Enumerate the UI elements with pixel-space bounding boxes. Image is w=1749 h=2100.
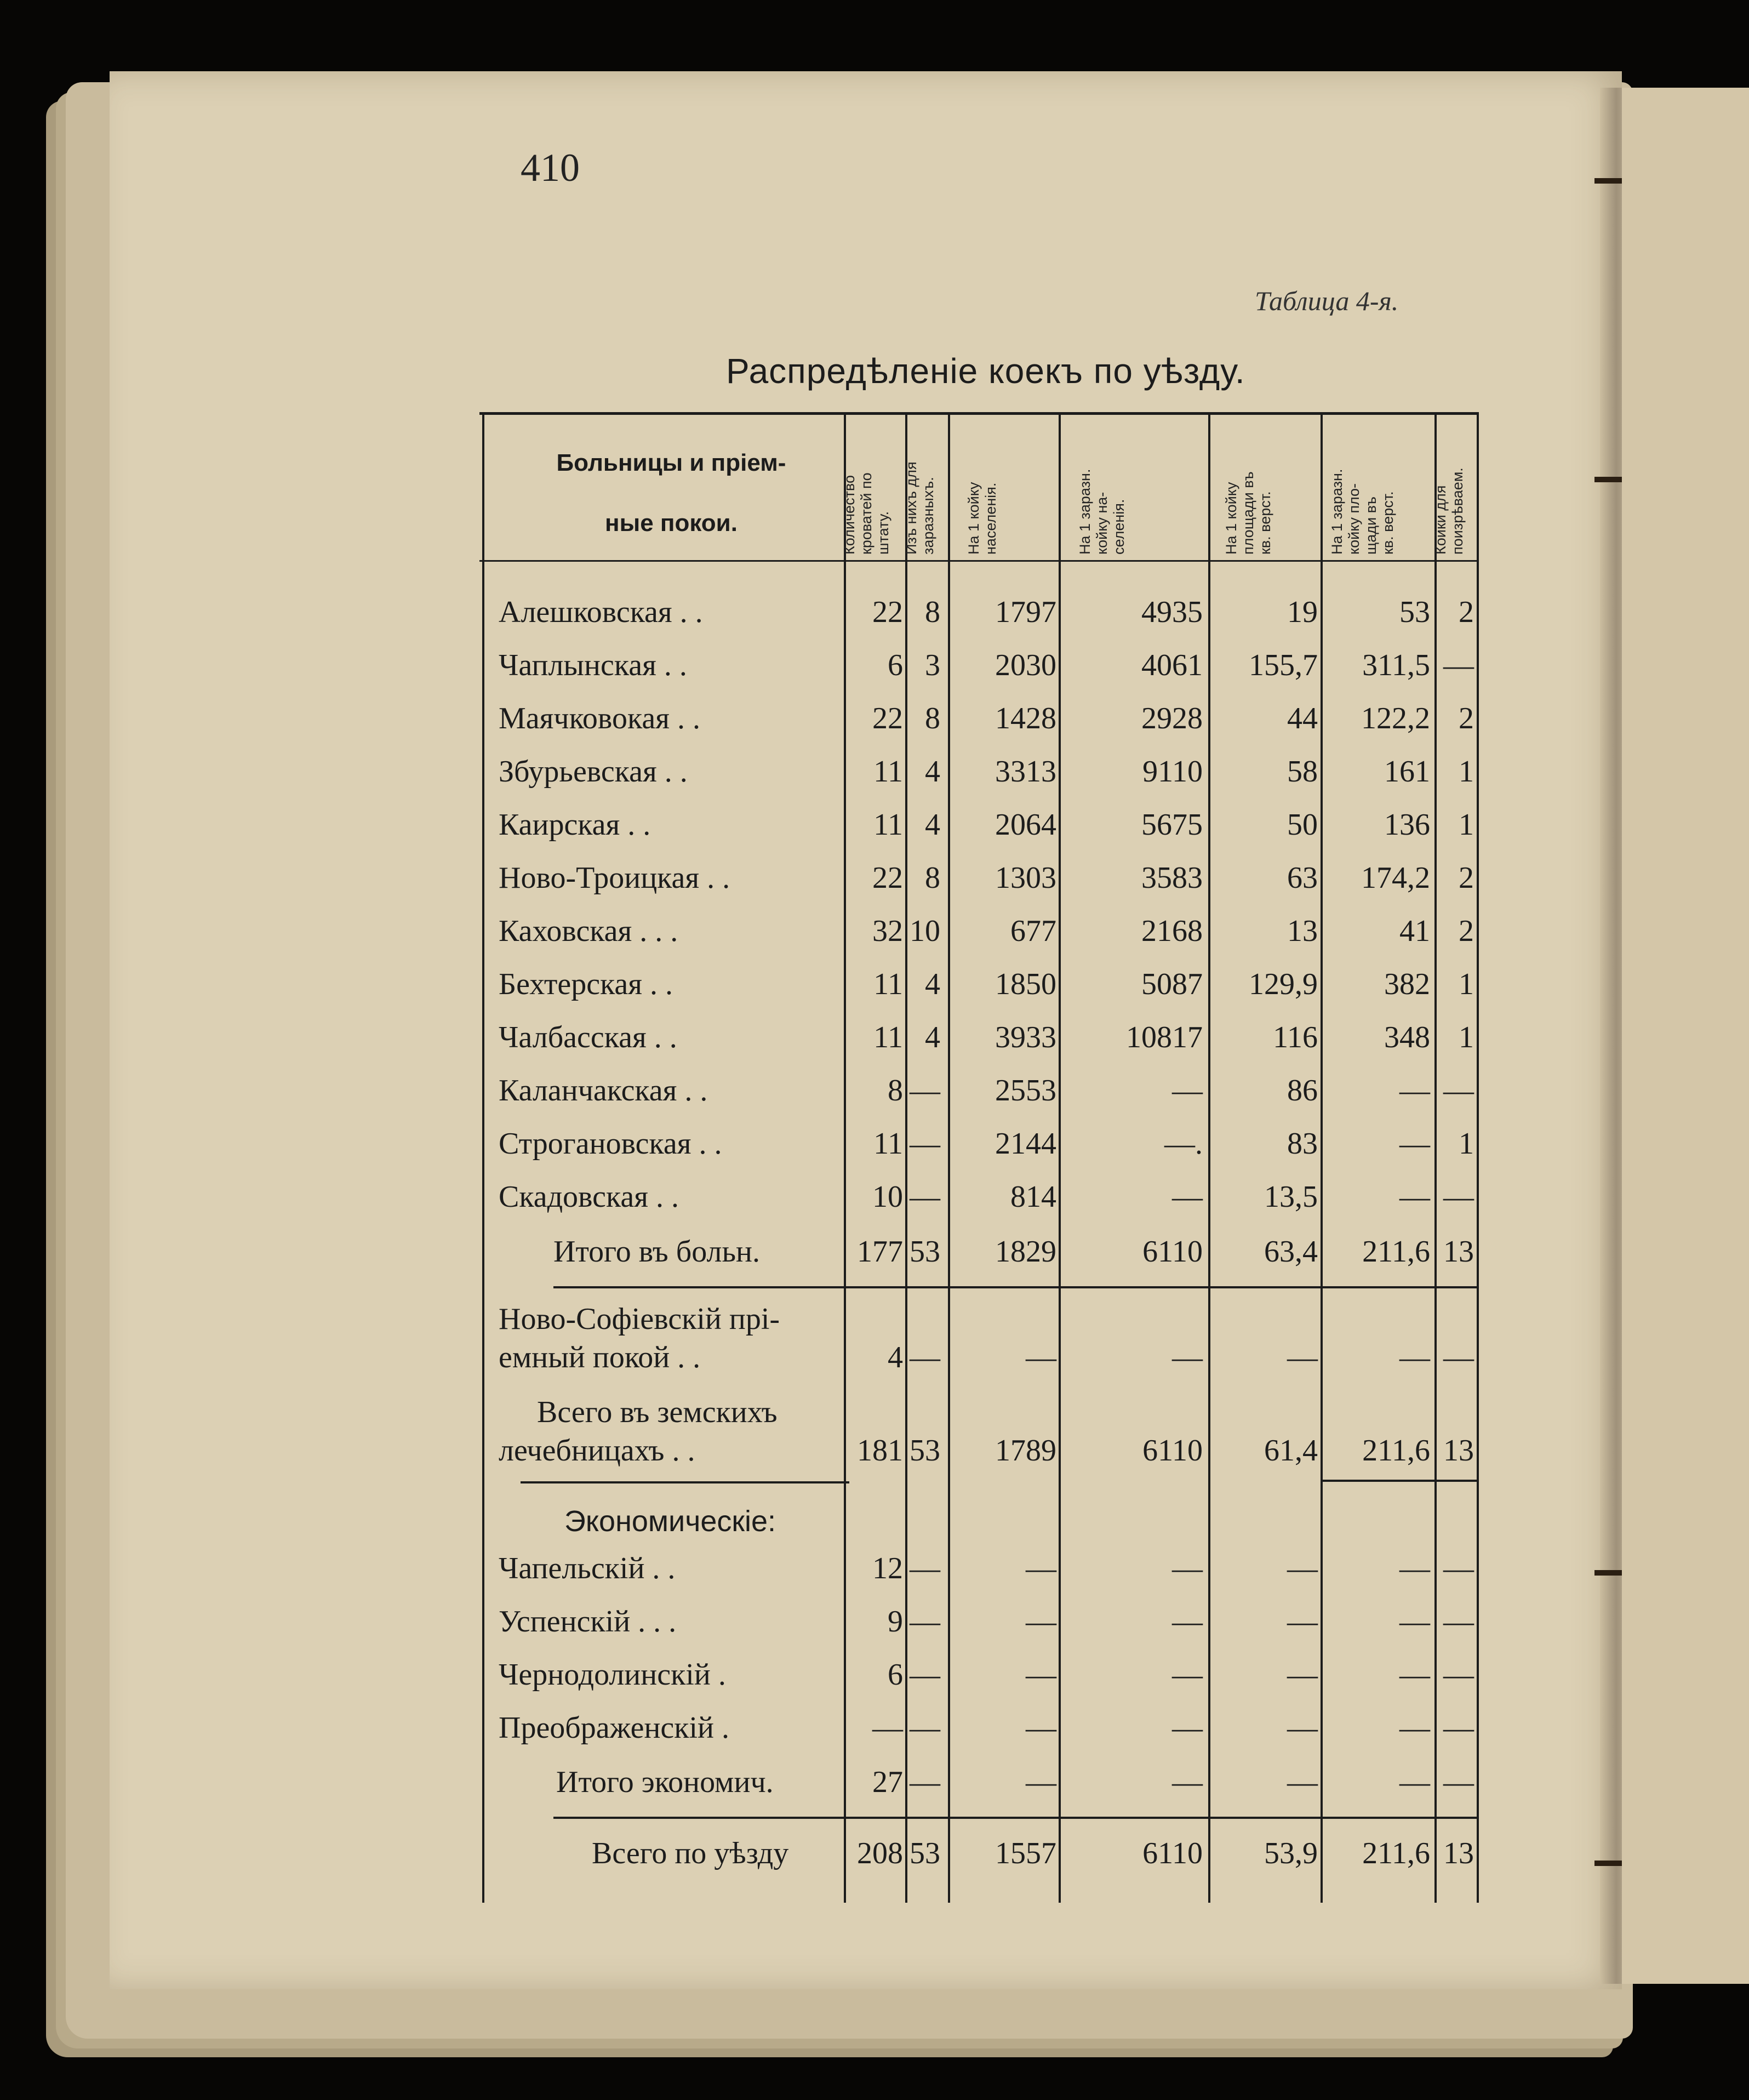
row-value: — bbox=[1399, 1658, 1430, 1692]
row-value: 211,6 bbox=[1362, 1235, 1430, 1269]
row-value: — bbox=[1443, 1711, 1474, 1745]
row-value: 53 bbox=[910, 1434, 940, 1468]
row-value: — bbox=[1399, 1551, 1430, 1585]
row-value: 10817 bbox=[1126, 1020, 1203, 1054]
table-label: Таблица 4-я. bbox=[1255, 286, 1399, 316]
row-value: 2168 bbox=[1141, 914, 1203, 948]
table-title: Распредѣленіе коекъ по уѣзду. bbox=[726, 351, 1245, 391]
column-header: На 1 заразн. койку на- селенія. bbox=[1077, 469, 1127, 555]
row-value: — bbox=[910, 1765, 940, 1799]
row-value: 2030 bbox=[995, 648, 1056, 682]
row-value: 12 bbox=[872, 1551, 903, 1585]
row-value: 155,7 bbox=[1249, 648, 1318, 682]
column-rule bbox=[482, 412, 484, 1903]
header-bottom-rule bbox=[479, 560, 1477, 562]
row-value: 2144 bbox=[995, 1127, 1056, 1161]
row-name: Преображенскій . bbox=[499, 1711, 730, 1745]
row-value: 13 bbox=[1443, 1434, 1474, 1468]
header-main bbox=[493, 433, 849, 553]
row-value: 63,4 bbox=[1264, 1235, 1318, 1269]
row-name: Скадовская . . bbox=[499, 1180, 679, 1214]
row-value: 83 bbox=[1287, 1127, 1318, 1161]
row-value: 13,5 bbox=[1264, 1180, 1318, 1214]
row-name: Итого экономич. bbox=[556, 1765, 774, 1799]
row-value: — bbox=[1287, 1551, 1318, 1585]
column-header: На 1 койку площади въ кв. верст. bbox=[1223, 471, 1273, 555]
row-value: 211,6 bbox=[1362, 1836, 1430, 1870]
row-value: — bbox=[1026, 1605, 1056, 1639]
row-value: 22 bbox=[872, 595, 903, 629]
row-value: 53 bbox=[910, 1836, 940, 1870]
row-value: 5675 bbox=[1141, 808, 1203, 842]
row-value: 136 bbox=[1384, 808, 1430, 842]
row-value: 8 bbox=[925, 701, 940, 735]
row-value: 19 bbox=[1287, 595, 1318, 629]
row-value: — bbox=[1399, 1340, 1430, 1374]
row-value: 311,5 bbox=[1362, 648, 1430, 682]
row-value: — bbox=[1443, 1074, 1474, 1108]
row-value: 1 bbox=[1459, 1020, 1474, 1054]
table-top-rule bbox=[479, 412, 1477, 415]
row-value: 11 bbox=[873, 1127, 903, 1161]
row-value: 6110 bbox=[1142, 1836, 1203, 1870]
column-rule bbox=[1477, 412, 1479, 1903]
row-value: 174,2 bbox=[1361, 861, 1430, 895]
row-value: 161 bbox=[1384, 755, 1430, 789]
row-value: — bbox=[1399, 1605, 1430, 1639]
row-value: — bbox=[910, 1127, 940, 1161]
row-value: 1557 bbox=[995, 1836, 1056, 1870]
row-name: Ново-Троицкая . . bbox=[499, 861, 730, 895]
row-value: — bbox=[910, 1551, 940, 1585]
row-value: — bbox=[1443, 1180, 1474, 1214]
row-value: 22 bbox=[872, 701, 903, 735]
facing-page bbox=[1622, 88, 1749, 1984]
row-name: Каирская . . bbox=[499, 808, 651, 842]
binding-stitch bbox=[1594, 1861, 1622, 1866]
row-value: 27 bbox=[872, 1765, 903, 1799]
section-rule bbox=[521, 1481, 849, 1483]
row-value: —. bbox=[1164, 1127, 1203, 1161]
row-value: — bbox=[1172, 1551, 1203, 1585]
row-value: 44 bbox=[1287, 701, 1318, 735]
row-value: 1 bbox=[1459, 808, 1474, 842]
row-value: — bbox=[1443, 1551, 1474, 1585]
row-value: 2 bbox=[1459, 595, 1474, 629]
row-value: — bbox=[1172, 1711, 1203, 1745]
column-header: Койки для поизрѣваем. bbox=[1432, 467, 1466, 555]
row-value: — bbox=[1399, 1074, 1430, 1108]
row-name: Чаплынская . . bbox=[499, 648, 687, 682]
row-value: — bbox=[1443, 1658, 1474, 1692]
row-name: Чернодолинскій . bbox=[499, 1658, 726, 1692]
row-name: Каховская . . . bbox=[499, 914, 678, 948]
row-value: 677 bbox=[1010, 914, 1056, 948]
row-value: — bbox=[1287, 1711, 1318, 1745]
row-value: 2928 bbox=[1141, 701, 1203, 735]
row-name: Збурьевская . . bbox=[499, 755, 688, 789]
row-value: 53 bbox=[910, 1235, 940, 1269]
row-value: 348 bbox=[1384, 1020, 1430, 1054]
row-value: — bbox=[1287, 1605, 1318, 1639]
row-value: — bbox=[1287, 1658, 1318, 1692]
row-value: 814 bbox=[1010, 1180, 1056, 1214]
row-value: — bbox=[1026, 1551, 1056, 1585]
row-value: — bbox=[1443, 648, 1474, 682]
row-value: — bbox=[1443, 1765, 1474, 1799]
row-value: 11 bbox=[873, 808, 903, 842]
row-value: 13 bbox=[1443, 1836, 1474, 1870]
row-value: — bbox=[1026, 1658, 1056, 1692]
row-value: 1 bbox=[1459, 967, 1474, 1001]
row-value: 211,6 bbox=[1362, 1434, 1430, 1468]
row-name: Маячковокая . . bbox=[499, 701, 700, 735]
row-value: — bbox=[1172, 1605, 1203, 1639]
row-value: 3933 bbox=[995, 1020, 1056, 1054]
row-name-line1: Ново-Софіевскій прі- bbox=[499, 1302, 780, 1336]
row-value: — bbox=[1399, 1127, 1430, 1161]
row-value: 1797 bbox=[995, 595, 1056, 629]
row-value: 4 bbox=[925, 967, 940, 1001]
row-value: 382 bbox=[1384, 967, 1430, 1001]
row-value: 6 bbox=[888, 648, 903, 682]
row-value: 3 bbox=[925, 648, 940, 682]
row-value: 58 bbox=[1287, 755, 1318, 789]
row-value: 4 bbox=[888, 1340, 903, 1374]
row-value: 6 bbox=[888, 1658, 903, 1692]
row-value: — bbox=[1172, 1658, 1203, 1692]
row-value: — bbox=[1026, 1765, 1056, 1799]
row-value: 181 bbox=[857, 1434, 903, 1468]
row-name: Каланчакская . . bbox=[499, 1074, 708, 1108]
row-value: 116 bbox=[1273, 1020, 1318, 1054]
row-value: 4935 bbox=[1141, 595, 1203, 629]
row-value: 2553 bbox=[995, 1074, 1056, 1108]
row-value: — bbox=[1172, 1180, 1203, 1214]
row-value: 1829 bbox=[995, 1235, 1056, 1269]
row-value: 41 bbox=[1399, 914, 1430, 948]
row-value: 22 bbox=[872, 861, 903, 895]
row-value: — bbox=[1172, 1074, 1203, 1108]
row-value: 5087 bbox=[1141, 967, 1203, 1001]
row-name: Чапельскій . . bbox=[499, 1551, 676, 1585]
row-value: 9 bbox=[888, 1605, 903, 1639]
binding-stitch bbox=[1594, 178, 1622, 184]
row-value: 4061 bbox=[1141, 648, 1203, 682]
row-value: — bbox=[910, 1658, 940, 1692]
row-name-line2: емный покой . . bbox=[499, 1340, 701, 1374]
page-number: 410 bbox=[521, 146, 580, 190]
row-value: 6110 bbox=[1142, 1434, 1203, 1468]
row-value: — bbox=[1443, 1605, 1474, 1639]
column-header: Изъ нихъ для заразныхъ. bbox=[903, 461, 936, 555]
row-value: 11 bbox=[873, 967, 903, 1001]
row-value: 61,4 bbox=[1264, 1434, 1318, 1468]
row-value: 208 bbox=[857, 1836, 903, 1870]
row-value: 1789 bbox=[995, 1434, 1056, 1468]
row-value: 2 bbox=[1459, 861, 1474, 895]
row-value: 1850 bbox=[995, 967, 1056, 1001]
row-name: Алешковская . . bbox=[499, 595, 703, 629]
row-value: — bbox=[910, 1180, 940, 1214]
row-value: 50 bbox=[1287, 808, 1318, 842]
row-value: 10 bbox=[910, 914, 940, 948]
row-value: 8 bbox=[925, 861, 940, 895]
row-name: Итого въ больн. bbox=[553, 1235, 760, 1269]
row-value: 1428 bbox=[995, 701, 1056, 735]
row-value: 122,2 bbox=[1361, 701, 1430, 735]
row-value: — bbox=[1172, 1765, 1203, 1799]
row-name: Чалбасская . . bbox=[499, 1020, 677, 1054]
row-value: 11 bbox=[873, 755, 903, 789]
row-value: 3313 bbox=[995, 755, 1056, 789]
row-value: — bbox=[1399, 1180, 1430, 1214]
row-value: 11 bbox=[873, 1020, 903, 1054]
row-value: 13 bbox=[1443, 1235, 1474, 1269]
row-value: 9110 bbox=[1142, 755, 1203, 789]
column-header: На 1 заразн. койку пло- щади въ кв. верст. bbox=[1329, 469, 1396, 555]
section-rule bbox=[553, 1817, 1477, 1819]
row-value: — bbox=[1399, 1765, 1430, 1799]
row-value: 1 bbox=[1459, 755, 1474, 789]
row-value: — bbox=[910, 1711, 940, 1745]
row-value: — bbox=[910, 1605, 940, 1639]
row-name-line1: Всего въ земскихъ bbox=[537, 1395, 778, 1429]
row-value: 53,9 bbox=[1264, 1836, 1318, 1870]
row-value: 2064 bbox=[995, 808, 1056, 842]
row-name: Бехтерская . . bbox=[499, 967, 673, 1001]
row-value: — bbox=[1287, 1765, 1318, 1799]
row-value: 13 bbox=[1287, 914, 1318, 948]
row-value: 63 bbox=[1287, 861, 1318, 895]
row-value: 86 bbox=[1287, 1074, 1318, 1108]
row-value: 32 bbox=[872, 914, 903, 948]
section-rule bbox=[553, 1286, 1477, 1288]
section-rule bbox=[1321, 1480, 1477, 1482]
row-value: — bbox=[1172, 1340, 1203, 1374]
row-value: — bbox=[1287, 1340, 1318, 1374]
row-value: 8 bbox=[888, 1074, 903, 1108]
row-name: Успенскій . . . bbox=[499, 1605, 677, 1639]
row-value: — bbox=[1026, 1340, 1056, 1374]
row-value: 4 bbox=[925, 808, 940, 842]
row-value: 2 bbox=[1459, 701, 1474, 735]
binding-stitch bbox=[1594, 1570, 1622, 1576]
row-value: — bbox=[910, 1074, 940, 1108]
row-value: — bbox=[1026, 1711, 1056, 1745]
row-value: 6110 bbox=[1142, 1235, 1203, 1269]
binding-stitch bbox=[1594, 477, 1622, 482]
row-value: 3583 bbox=[1141, 861, 1203, 895]
row-name-line2: лечебницахъ . . bbox=[499, 1434, 695, 1468]
row-value: 177 bbox=[857, 1235, 903, 1269]
section-title: Экономическіе: bbox=[564, 1505, 776, 1538]
row-name: Строгановская . . bbox=[499, 1127, 722, 1161]
row-value: — bbox=[1443, 1340, 1474, 1374]
row-name: Всего по уѣзду bbox=[592, 1836, 789, 1870]
column-header: На 1 койку населенія. bbox=[965, 482, 999, 555]
row-value: 1 bbox=[1459, 1127, 1474, 1161]
row-value: — bbox=[872, 1711, 903, 1745]
row-value: — bbox=[910, 1340, 940, 1374]
row-value: 53 bbox=[1399, 595, 1430, 629]
row-value: 4 bbox=[925, 755, 940, 789]
column-header: Количество кроватей по штату. bbox=[841, 472, 891, 555]
row-value: 4 bbox=[925, 1020, 940, 1054]
header-main-text: Больницы и пріем- ные покои. bbox=[556, 449, 786, 537]
row-value: 1303 bbox=[995, 861, 1056, 895]
row-value: 2 bbox=[1459, 914, 1474, 948]
row-value: 10 bbox=[872, 1180, 903, 1214]
row-value: 8 bbox=[925, 595, 940, 629]
row-value: — bbox=[1399, 1711, 1430, 1745]
row-value: 129,9 bbox=[1249, 967, 1318, 1001]
